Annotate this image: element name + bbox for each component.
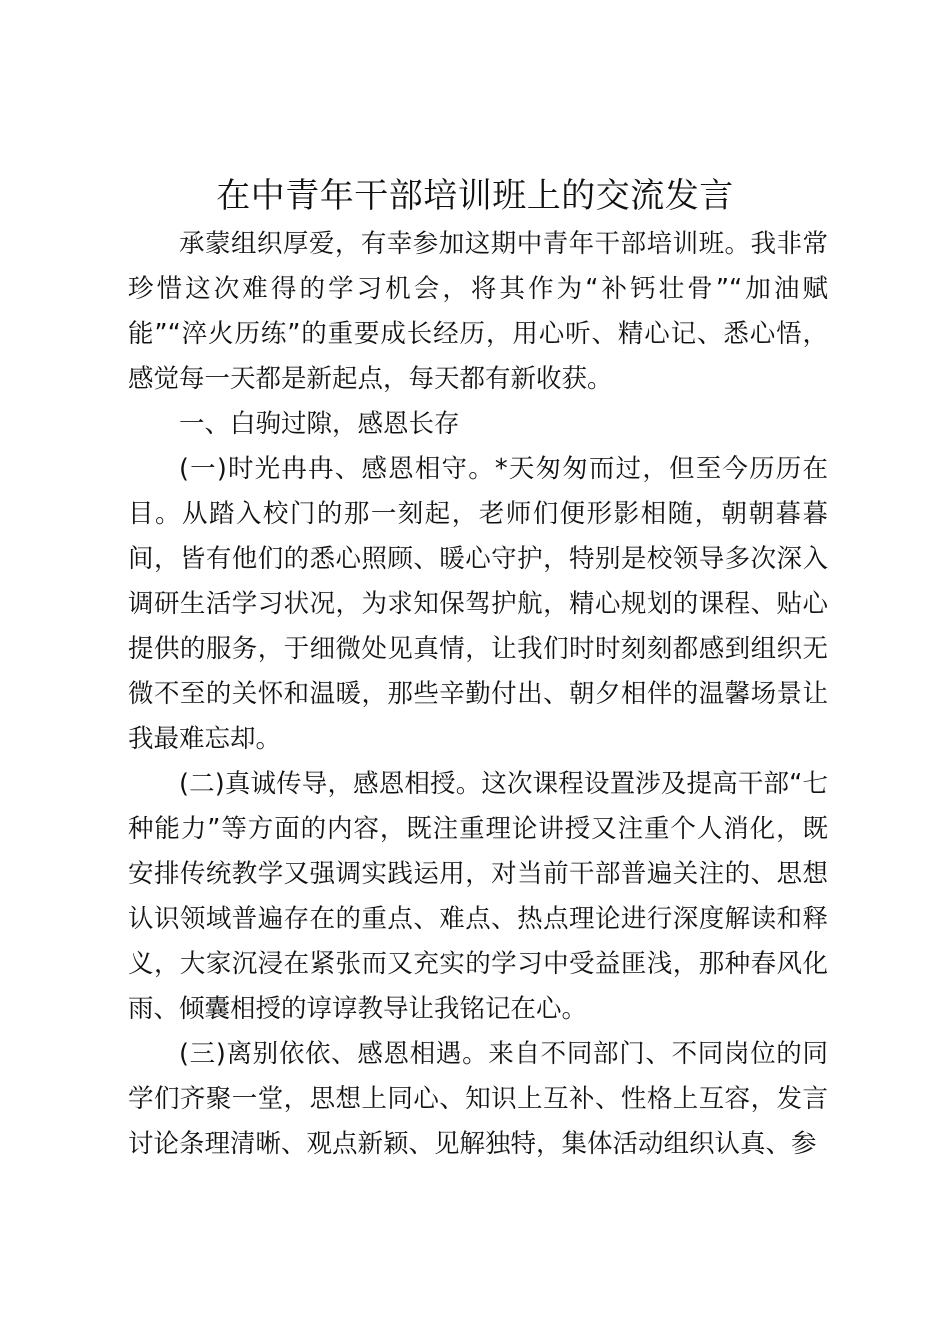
document-title: 在中青年干部培训班上的交流发言: [216, 176, 734, 216]
subsection-paragraph-2: (二)真诚传导，感恩相授。这次课程设置涉及提高干部“七种能力”等方面的内容，既注重理论讲授又注重个人消化，既安排传统教学又强调实践运用，对当前干部普遍关注的、思想认识领域普遍存在的重点、难点、热点理论进行深度解读和释义，大家沉浸在紧张而又充实的学习中受益匪浅，那种春风化雨、倾囊相授的谆谆教导让我铭记在心。: [128, 769, 828, 1024]
subsection-paragraph-1: (一)时光冉冉、感恩相守。*天匆匆而过，但至今历历在目。从踏入校门的那一刻起，老师们便形影相随，朝朝暮暮间，皆有他们的悉心照顾、暖心守护，特别是校领导多次深入调研生活学习状况，为求知保驾护航，精心规划的课程、贴心提供的服务，于细微处见真情，让我们时时刻刻都感到组织无微不至的关怀和温暖，那些辛勤付出、朝夕相伴的温馨场景让我最难忘却。: [128, 454, 828, 754]
document-body: [128, 222, 828, 1167]
subsection-paragraph-3: (三)离别依依、感恩相遇。来自不同部门、不同岗位的同学们齐聚一堂，思想上同心、知识上互补、性格上互容，发言讨论条理清晰、观点新颖、见解独特，集体活动组织认真、参: [128, 1039, 828, 1159]
section-heading-1: 一、白驹过隙，感恩长存: [179, 409, 460, 439]
intro-paragraph: 承蒙组织厚爱，有幸参加这期中青年干部培训班。我非常珍惜这次难得的学习机会，将其作为“补钙壮骨”“加油赋能”“淬火历练”的重要成长经历，用心听、精心记、悉心悟，感觉每一天都是新起点，每天都有新收获。: [128, 229, 828, 394]
